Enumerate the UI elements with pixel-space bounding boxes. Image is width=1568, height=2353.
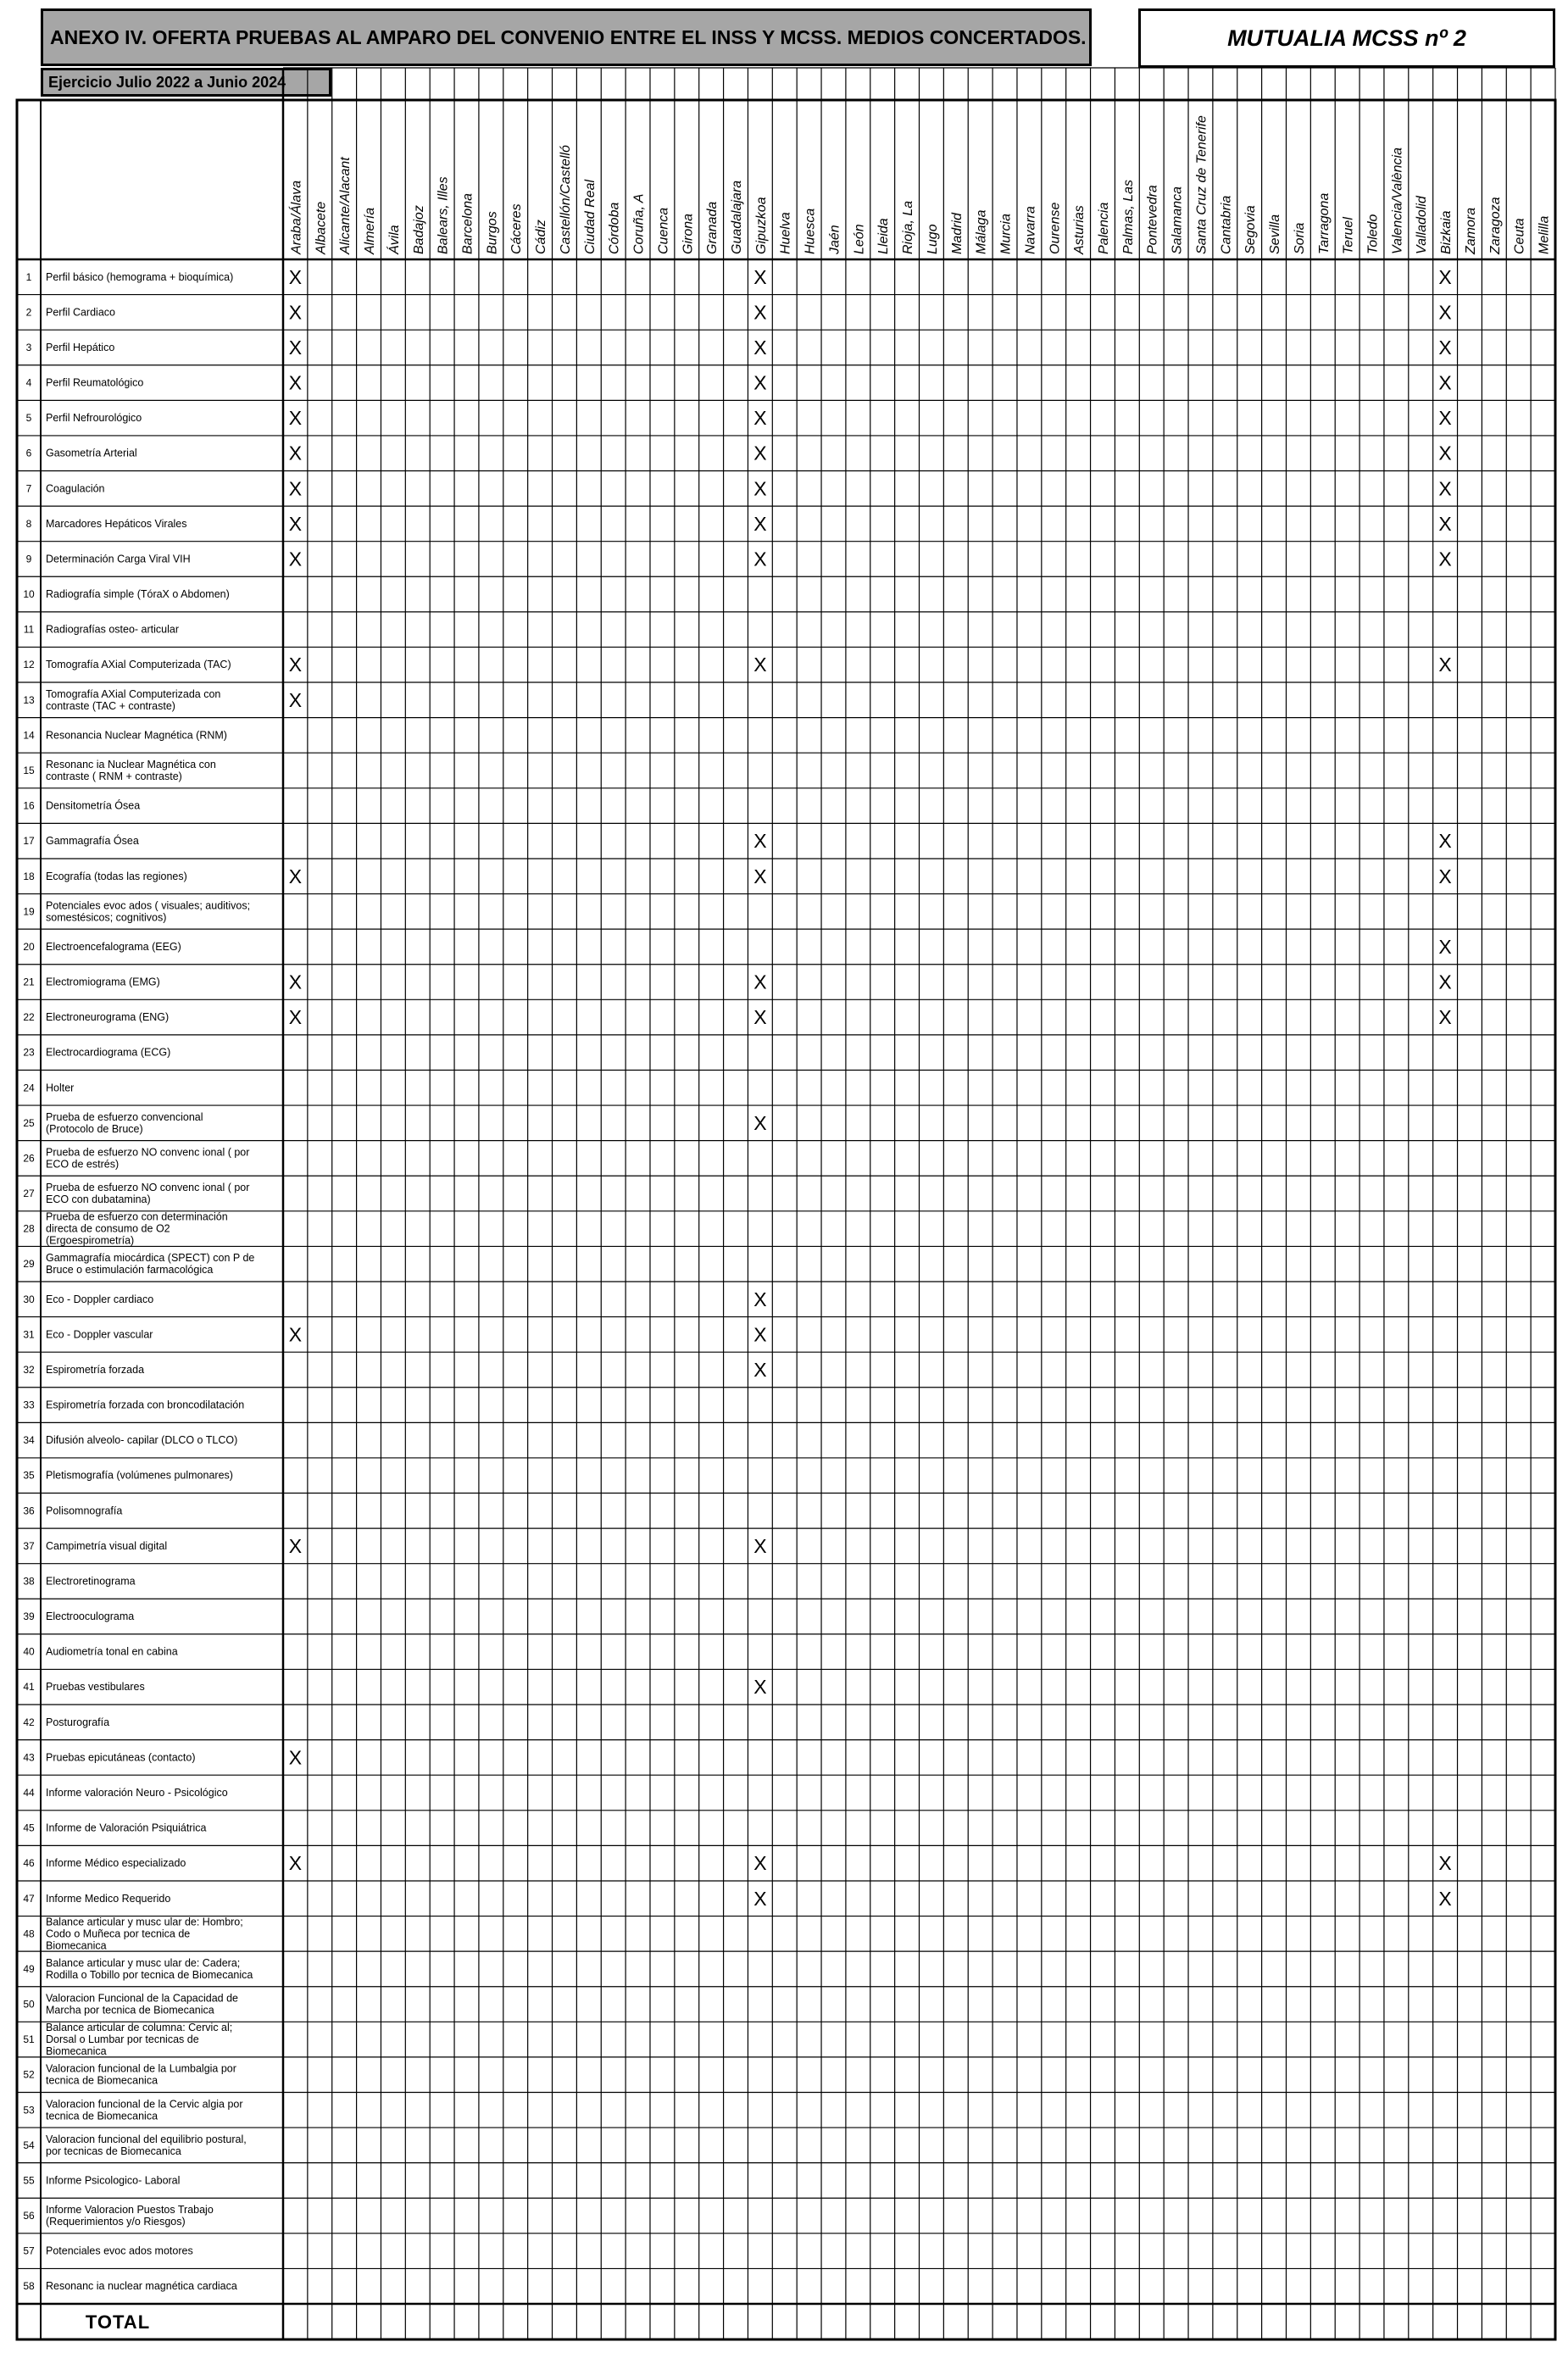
row-number: 48 (23, 1927, 35, 1940)
test-name: Pruebas epicutáneas (contacto) (46, 1751, 196, 1764)
total-label: TOTAL (85, 2311, 151, 2333)
test-name: Marcadores Hepáticos Virales (46, 517, 187, 530)
row-number: 14 (23, 729, 35, 742)
row-number: 40 (23, 1645, 35, 1658)
test-name: Informe Psicologico- Laboral (46, 2174, 181, 2187)
province-header: Alicante/Alacant (338, 157, 353, 254)
test-name: Espirometría forzada con broncodilatación (46, 1399, 245, 1411)
offer-mark: X (753, 548, 767, 570)
province-header: Cantabria (1219, 195, 1234, 254)
row-number: 32 (23, 1363, 35, 1376)
offer-mark: X (1438, 1887, 1452, 1910)
offer-mark: X (288, 336, 303, 359)
row-number: 36 (23, 1505, 35, 1517)
offer-mark: X (1438, 548, 1452, 570)
test-name: Prueba de esfuerzo NO convenc ional ( por (46, 1146, 250, 1159)
test-name: Radiografía simple (TóraX o Abdomen) (46, 588, 230, 601)
row-number: 7 (25, 482, 32, 495)
province-header: Málaga (974, 209, 989, 254)
offer-mark: X (753, 442, 767, 464)
province-header: Jaén (827, 225, 842, 254)
test-name: Electroretinograma (46, 1575, 136, 1588)
row-number: 38 (23, 1575, 35, 1588)
province-header: Tarragona (1316, 192, 1332, 254)
test-name: tecnica de Biomecanica (46, 2110, 158, 2122)
row-number: 35 (23, 1469, 35, 1482)
offer-mark: X (1438, 654, 1452, 676)
test-name: Determinación Carga Viral VIH (46, 553, 191, 565)
province-header: Albacete (314, 201, 329, 254)
offer-mark: X (288, 442, 303, 464)
offer-mark: X (753, 512, 767, 535)
test-name: Perfil Nefrourológico (46, 412, 142, 425)
row-number: 1 (25, 270, 32, 283)
offer-mark: X (1438, 336, 1452, 359)
offer-mark: X (1438, 830, 1452, 853)
offer-mark: X (753, 1852, 767, 1875)
test-name: Densitometría Ósea (46, 799, 141, 812)
offer-mark: X (753, 336, 767, 359)
test-name: Bruce o estimulación farmacológica (46, 1264, 214, 1277)
offer-mark: X (1438, 477, 1452, 500)
row-number: 34 (23, 1434, 35, 1447)
test-name: Balance articular de columna: Cervic al; (46, 2022, 233, 2034)
test-name: Pletismografía (volúmenes pulmonares) (46, 1469, 233, 1482)
offer-mark: X (753, 971, 767, 993)
test-name: Prueba de esfuerzo NO convenc ional ( por (46, 1182, 250, 1194)
row-number: 33 (23, 1399, 35, 1411)
province-header: Palencia (1096, 202, 1111, 254)
offer-mark: X (1438, 1852, 1452, 1875)
province-header: Segovia (1243, 205, 1259, 254)
test-name: Campimetría visual digital (46, 1539, 168, 1552)
test-name: (Protocolo de Bruce) (46, 1122, 143, 1135)
test-name: Valoracion funcional del equilibrio postural, (46, 2133, 247, 2145)
province-header: Girona (681, 213, 696, 254)
offer-mark: X (288, 865, 303, 887)
province-header: Badajoz (411, 205, 426, 254)
row-number: 56 (23, 2210, 35, 2222)
province-header: Cuenca (656, 207, 671, 254)
offer-mark: X (1438, 935, 1452, 958)
offer-mark: X (288, 688, 303, 711)
test-name: Difusión alveolo- capilar (DLCO o TLCO) (46, 1434, 238, 1447)
offer-mark: X (753, 1358, 767, 1381)
test-name: Codo o Muñeca por tecnica de (46, 1927, 191, 1940)
province-header: Gipuzkoa (753, 197, 769, 254)
row-number: 51 (23, 2033, 35, 2046)
province-header: Córdoba (607, 202, 622, 254)
row-number: 23 (23, 1046, 35, 1059)
row-number: 49 (23, 1962, 35, 1975)
row-number: 27 (23, 1188, 35, 1200)
row-number: 11 (23, 623, 35, 636)
province-header: Barcelona (460, 192, 475, 254)
test-name: Informe Medico Requerido (46, 1892, 171, 1905)
offer-mark: X (753, 1111, 767, 1134)
row-number: 52 (23, 2068, 35, 2081)
row-number: 30 (23, 1293, 35, 1305)
province-header: Ceuta (1512, 218, 1527, 254)
offer-mark: X (753, 407, 767, 430)
offer-mark: X (288, 971, 303, 993)
province-header: Sevilla (1268, 214, 1283, 254)
test-name: Coagulación (46, 482, 105, 495)
row-number: 46 (23, 1857, 35, 1870)
row-number: 21 (23, 976, 35, 988)
province-header: Toledo (1365, 214, 1381, 254)
offer-mark: X (753, 865, 767, 887)
mutua-label: MUTUALIA MCSS nº 2 (1138, 8, 1555, 68)
province-header: Lugo (925, 224, 940, 254)
test-name: contraste (TAC + contraste) (46, 699, 175, 712)
row-number: 58 (23, 2280, 35, 2293)
row-number: 37 (23, 1539, 35, 1552)
row-number: 55 (23, 2174, 35, 2187)
province-header: Rioja, La (901, 200, 916, 254)
offer-mark: X (288, 548, 303, 570)
test-name: Radiografías osteo- articular (46, 623, 180, 636)
province-header: Huesca (803, 208, 818, 254)
offer-mark: X (288, 407, 303, 430)
document-title: ANEXO IV. OFERTA PRUEBAS AL AMPARO DEL CONVENIO ENTRE EL INSS Y MCSS. MEDIOS CONCERTADOS. (41, 8, 1092, 66)
row-number: 12 (23, 659, 35, 671)
offer-mark: X (1438, 407, 1452, 430)
province-header: Guadalajara (730, 180, 745, 254)
row-number: 31 (23, 1328, 35, 1341)
row-number: 20 (23, 940, 35, 953)
test-name: Valoracion funcional de la Lumbalgia por (46, 2062, 236, 2075)
offer-mark: X (288, 301, 303, 324)
test-name: Informe valoración Neuro - Psicológico (46, 1787, 228, 1799)
offer-mark: X (1438, 971, 1452, 993)
province-header: Ourense (1048, 202, 1063, 254)
province-header: Valladolid (1415, 196, 1430, 254)
row-number: 26 (23, 1152, 35, 1165)
province-header: Zaragoza (1487, 197, 1503, 254)
row-number: 9 (25, 553, 32, 565)
province-header: Bizkaia (1439, 210, 1454, 254)
test-name: Gammagrafía Ósea (46, 835, 139, 848)
test-name: Perfil Reumatológico (46, 376, 144, 389)
offer-mark: X (1438, 371, 1452, 394)
test-name: Tomografía AXial Computerizada (TAC) (46, 659, 231, 671)
test-name: Informe de Valoración Psiquiátrica (46, 1822, 207, 1834)
row-number: 41 (23, 1681, 35, 1694)
offer-mark: X (753, 371, 767, 394)
province-header: Huelva (778, 212, 793, 254)
test-name: Informe Médico especializado (46, 1857, 186, 1870)
offer-mark: X (288, 477, 303, 500)
test-name: directa de consumo de O2 (46, 1222, 170, 1235)
test-name: Gasometría Arterial (46, 447, 137, 459)
test-name: Dorsal o Lumbar por tecnicas de (46, 2033, 199, 2046)
province-header: Cáceres (509, 203, 525, 254)
row-number: 47 (23, 1892, 35, 1905)
offer-mark: X (753, 477, 767, 500)
test-name: Potenciales evoc ados ( visuales; auditivos; (46, 899, 251, 912)
province-header: Navarra (1023, 206, 1038, 254)
province-header: Santa Cruz de Tenerife (1194, 115, 1209, 254)
row-number: 29 (23, 1258, 35, 1271)
row-number: 10 (23, 588, 35, 601)
test-name: contraste ( RNM + contraste) (46, 770, 182, 782)
province-header: Palmas, Las (1120, 179, 1136, 254)
row-number: 42 (23, 1716, 35, 1728)
province-header: Teruel (1341, 217, 1356, 254)
province-header: Granada (705, 201, 720, 254)
offer-mark: X (288, 1534, 303, 1557)
offer-mark: X (1438, 1006, 1452, 1029)
offer-mark: X (288, 265, 303, 288)
offer-mark: X (1438, 512, 1452, 535)
test-name: tecnica de Biomecanica (46, 2074, 158, 2087)
offer-mark: X (753, 301, 767, 324)
row-number: 28 (23, 1222, 35, 1235)
offer-mark: X (288, 512, 303, 535)
test-name: Electroencefalograma (EEG) (46, 940, 181, 953)
row-number: 16 (23, 799, 35, 812)
province-header: Balears, Illes (436, 176, 451, 254)
offer-mark: X (753, 1676, 767, 1699)
test-name: Resonanc ia Nuclear Magnética con (46, 759, 216, 770)
row-number: 3 (25, 341, 32, 353)
test-name: Balance articular y musc ular de: Hombro; (46, 1916, 243, 1928)
test-name: Valoracion funcional de la Cervic algia por (46, 2098, 243, 2111)
test-name: ECO con dubatamina) (46, 1193, 151, 1206)
test-name: Prueba de esfuerzo convencional (46, 1110, 203, 1123)
test-name: Audiometría tonal en cabina (46, 1645, 178, 1658)
row-number: 17 (23, 835, 35, 848)
row-number: 2 (25, 306, 32, 319)
row-number: 50 (23, 1998, 35, 2011)
test-name: Informe Valoracion Puestos Trabajo (46, 2204, 214, 2217)
offer-mark: X (753, 1323, 767, 1346)
test-name: (Requerimientos y/o Riesgos) (46, 2216, 186, 2228)
test-name: Electromiograma (EMG) (46, 976, 160, 988)
test-name: Perfil Hepático (46, 341, 115, 353)
province-header: Ávila (386, 225, 402, 254)
test-name: Biomecanica (46, 1939, 107, 1952)
offer-mark: X (288, 1323, 303, 1346)
row-number: 25 (23, 1116, 35, 1129)
test-name: Perfil Cardiaco (46, 306, 115, 319)
offer-mark: X (1438, 442, 1452, 464)
test-name: Resonancia Nuclear Magnética (RNM) (46, 729, 227, 742)
province-header: León (852, 224, 867, 254)
offer-mark: X (753, 1006, 767, 1029)
test-name: Potenciales evoc ados motores (46, 2245, 193, 2257)
test-name: Tomografía AXial Computerizada con (46, 687, 221, 700)
offer-mark: X (288, 1746, 303, 1769)
test-name: Balance articular y musc ular de: Cadera; (46, 1956, 241, 1969)
row-number: 22 (23, 1011, 35, 1024)
test-name: Valoracion Funcional de la Capacidad de (46, 1992, 239, 2005)
test-name: somestésicos; cognitivos) (46, 911, 167, 924)
row-number: 44 (23, 1787, 35, 1799)
test-name: Electroneurograma (ENG) (46, 1011, 170, 1024)
offer-mark: X (753, 265, 767, 288)
offer-mark: X (753, 1288, 767, 1310)
offer-mark: X (1438, 865, 1452, 887)
test-name: (Ergoespirometría) (46, 1234, 135, 1247)
row-number: 53 (23, 2104, 35, 2117)
test-name: Electrocardiograma (ECG) (46, 1046, 171, 1059)
offer-mark: X (753, 830, 767, 853)
row-number: 19 (23, 905, 35, 918)
row-number: 13 (23, 693, 35, 706)
province-header: Valencia/València (1390, 147, 1405, 254)
province-header: Burgos (485, 211, 500, 254)
province-header: Murcia (998, 213, 1014, 254)
offer-mark: X (753, 1887, 767, 1910)
row-number: 15 (23, 765, 35, 776)
test-name: Posturografía (46, 1716, 110, 1728)
row-number: 8 (25, 517, 32, 530)
test-name: por tecnicas de Biomecanica (46, 2144, 181, 2157)
row-number: 24 (23, 1082, 35, 1094)
row-number: 5 (25, 412, 32, 425)
province-header: Zamora (1463, 207, 1478, 254)
test-name: Holter (46, 1082, 75, 1094)
row-number: 54 (23, 2139, 35, 2151)
test-name: Espirometría forzada (46, 1363, 145, 1376)
province-header: Araba/Álava (289, 180, 304, 254)
province-header: Ciudad Real (582, 179, 598, 254)
offer-mark: X (288, 371, 303, 394)
test-name: Eco - Doppler vascular (46, 1328, 153, 1341)
province-header: Coruña, A (631, 193, 647, 254)
offer-mark: X (753, 1534, 767, 1557)
test-name: Pruebas vestibulares (46, 1681, 145, 1694)
province-header: Asturias (1072, 205, 1087, 254)
province-header: Cádiz (534, 220, 549, 254)
province-header: Pontevedra (1145, 185, 1160, 254)
province-header: Soria (1292, 222, 1307, 254)
province-header: Salamanca (1170, 186, 1185, 254)
test-name: ECO de estrés) (46, 1158, 120, 1171)
test-name: Prueba de esfuerzo con determinación (46, 1210, 228, 1223)
province-header: Castellón/Castelló (558, 145, 573, 254)
test-name: Biomecanica (46, 2045, 107, 2058)
province-header: Madrid (949, 213, 965, 254)
test-name: Eco - Doppler cardiaco (46, 1293, 154, 1305)
test-name: Perfil básico (hemograma + bioquímica) (46, 270, 234, 283)
row-number: 45 (23, 1822, 35, 1834)
offer-mark: X (1438, 301, 1452, 324)
test-name: Marcha por tecnica de Biomecanica (46, 2004, 214, 2016)
test-name: Electrooculograma (46, 1610, 135, 1623)
offer-mark: X (1438, 265, 1452, 288)
test-name: Ecografía (todas las regiones) (46, 870, 187, 882)
row-number: 6 (25, 447, 32, 459)
exercise-period: Ejercicio Julio 2022 a Junio 2024 (41, 68, 331, 97)
province-header: Melilla (1537, 215, 1552, 254)
province-header: Lleida (876, 218, 892, 254)
test-name: Gammagrafía miocárdica (SPECT) con P de (46, 1252, 255, 1265)
offer-mark: X (288, 1852, 303, 1875)
offer-mark: X (753, 654, 767, 676)
row-number: 4 (25, 376, 32, 389)
offer-mark: X (288, 1006, 303, 1029)
row-number: 39 (23, 1610, 35, 1623)
offer-mark: X (288, 654, 303, 676)
province-header: Almería (363, 207, 378, 254)
row-number: 57 (23, 2245, 35, 2257)
test-name: Polisomnografía (46, 1505, 123, 1517)
test-name: Rodilla o Tobillo por tecnica de Biomecanica (46, 1968, 253, 1981)
test-name: Resonanc ia nuclear magnética cardiaca (46, 2280, 237, 2293)
row-number: 18 (23, 870, 35, 882)
row-number: 43 (23, 1751, 35, 1764)
